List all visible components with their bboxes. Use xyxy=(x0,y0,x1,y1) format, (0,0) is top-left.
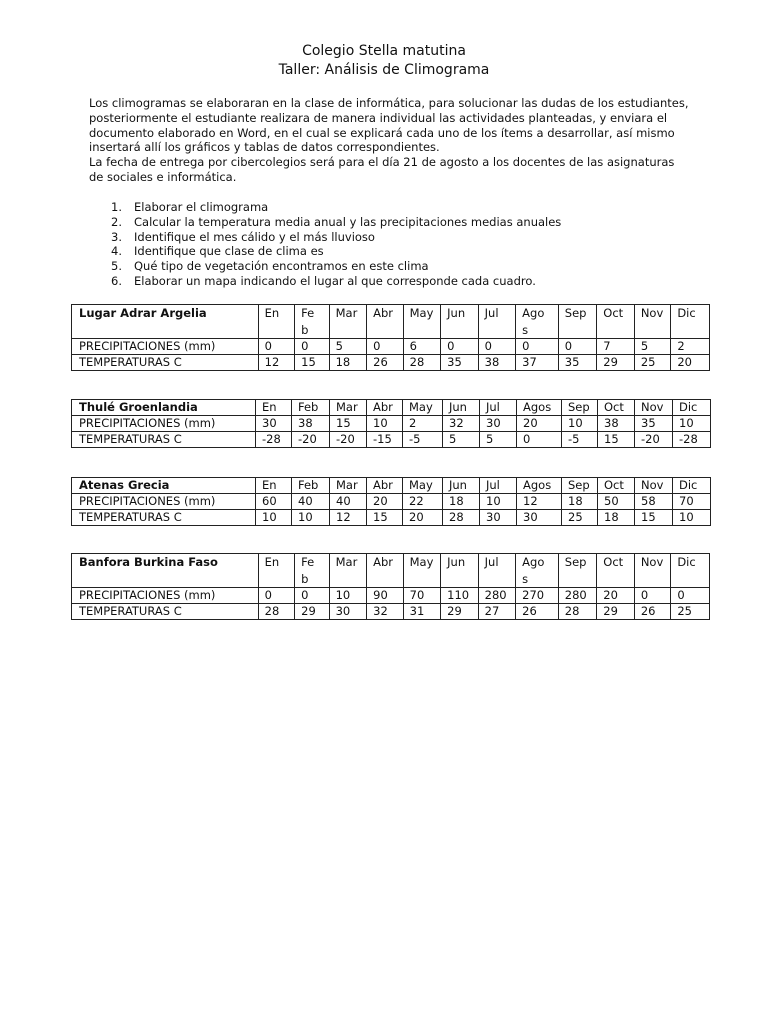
intro-paragraph-deadline: La fecha de entrega por cibercolegios será para el día 21 de agosto a los docentes de las asignaturas de sociales e informática. xyxy=(89,155,675,184)
month-cell: En xyxy=(256,478,292,494)
task-item xyxy=(111,274,561,289)
value-cell: 70 xyxy=(403,588,441,604)
temperature-label: TEMPERATURAS C xyxy=(72,510,256,526)
value-cell: 0 xyxy=(367,339,404,355)
value-cell: 22 xyxy=(403,494,443,510)
value-cell: 15 xyxy=(635,510,673,526)
value-cell: 26 xyxy=(367,355,404,371)
month-cell: Oct xyxy=(598,478,635,494)
value-cell: 29 xyxy=(295,604,329,620)
climate-table-thule xyxy=(71,399,711,448)
task-number: 4. xyxy=(111,244,122,259)
temperature-row xyxy=(72,355,710,371)
value-cell: 10 xyxy=(673,416,711,432)
value-cell: 30 xyxy=(480,510,517,526)
value-cell: 28 xyxy=(558,604,597,620)
value-cell: 70 xyxy=(673,494,711,510)
month-cell: May xyxy=(403,554,441,588)
value-cell: -28 xyxy=(256,432,292,448)
month-cell: Nov xyxy=(634,305,671,339)
value-cell: 0 xyxy=(671,588,710,604)
month-header-row xyxy=(72,554,710,588)
temperature-label: TEMPERATURAS C xyxy=(72,432,256,448)
month-cell: Nov xyxy=(634,554,671,588)
precipitation-row xyxy=(72,339,710,355)
task-number: 5. xyxy=(111,259,122,274)
month-cell: Fe b xyxy=(295,305,329,339)
value-cell: 15 xyxy=(295,355,329,371)
intro-text xyxy=(89,96,689,185)
month-cell: Sep xyxy=(558,554,597,588)
month-cell: May xyxy=(403,478,443,494)
location-name: Lugar Adrar Argelia xyxy=(72,305,259,339)
value-cell: 15 xyxy=(598,432,635,448)
value-cell: 30 xyxy=(517,510,562,526)
value-cell: 20 xyxy=(517,416,562,432)
task-item xyxy=(111,200,561,215)
month-header-row xyxy=(72,478,711,494)
value-cell: 0 xyxy=(258,339,295,355)
intro-paragraph: Los climogramas se elaboraran en la clase de informática, para solucionar las dudas de los estudiantes, posteriormente el estudiante realizara de manera individual las actividades planteadas, y enviara el documento elaborado en Word, en el cual se explicará cada uno de los ítems a desarrollar, así mismo insertará allí los gráficos y tablas de datos correspondientes. xyxy=(89,96,689,155)
month-cell: Mar xyxy=(330,400,367,416)
temperature-row xyxy=(72,604,710,620)
precipitation-label: PRECIPITACIONES (mm) xyxy=(72,416,256,432)
value-cell: 0 xyxy=(558,339,597,355)
value-cell: 20 xyxy=(671,355,710,371)
value-cell: 20 xyxy=(597,588,635,604)
value-cell: 2 xyxy=(403,416,443,432)
month-cell: Jun xyxy=(441,554,479,588)
value-cell: 40 xyxy=(330,494,367,510)
month-cell: Jul xyxy=(480,478,517,494)
value-cell: 5 xyxy=(443,432,480,448)
value-cell: 10 xyxy=(329,588,367,604)
month-cell: Jun xyxy=(443,478,480,494)
value-cell: 30 xyxy=(256,416,292,432)
month-cell: Sep xyxy=(562,478,598,494)
climate-table-atenas xyxy=(71,477,711,526)
value-cell: 12 xyxy=(517,494,562,510)
climate-table-banfora xyxy=(71,553,710,620)
value-cell: 5 xyxy=(480,432,517,448)
value-cell: 12 xyxy=(330,510,367,526)
task-number: 1. xyxy=(111,200,122,214)
value-cell: 32 xyxy=(443,416,480,432)
value-cell: 270 xyxy=(516,588,559,604)
month-cell: Ago s xyxy=(516,554,559,588)
month-cell: Mar xyxy=(329,305,367,339)
value-cell: 18 xyxy=(443,494,480,510)
value-cell: 0 xyxy=(441,339,479,355)
month-cell: Dic xyxy=(673,400,711,416)
task-number: 3. xyxy=(111,229,122,244)
precipitation-row xyxy=(72,416,711,432)
value-cell: 38 xyxy=(292,416,330,432)
value-cell: 35 xyxy=(558,355,597,371)
value-cell: 29 xyxy=(597,355,635,371)
precipitation-row xyxy=(72,588,710,604)
task-item xyxy=(111,244,561,259)
value-cell: 15 xyxy=(330,416,367,432)
month-cell: Mar xyxy=(330,478,367,494)
task-item xyxy=(111,259,561,274)
value-cell: 110 xyxy=(441,588,479,604)
value-cell: 0 xyxy=(516,339,559,355)
task-number: 2. xyxy=(111,214,122,229)
precipitation-label: PRECIPITACIONES (mm) xyxy=(72,588,259,604)
value-cell: -20 xyxy=(330,432,367,448)
value-cell: 10 xyxy=(367,416,403,432)
month-cell: Sep xyxy=(562,400,598,416)
precipitation-label: PRECIPITACIONES (mm) xyxy=(72,494,256,510)
month-cell: Jun xyxy=(441,305,479,339)
value-cell: 0 xyxy=(478,339,516,355)
month-cell: Mar xyxy=(329,554,367,588)
month-cell: Feb xyxy=(292,478,330,494)
month-cell: En xyxy=(258,554,295,588)
value-cell: 10 xyxy=(256,510,292,526)
task-list xyxy=(111,200,561,289)
value-cell: 10 xyxy=(292,510,330,526)
value-cell: 28 xyxy=(403,355,441,371)
value-cell: -28 xyxy=(673,432,711,448)
month-cell: Oct xyxy=(597,305,635,339)
month-cell: May xyxy=(403,400,443,416)
month-cell: En xyxy=(256,400,292,416)
value-cell: 5 xyxy=(634,339,671,355)
temperature-label: TEMPERATURAS C xyxy=(72,355,259,371)
month-cell: Abr xyxy=(367,478,403,494)
task-text: Qué tipo de vegetación encontramos en este clima xyxy=(134,259,429,274)
value-cell: -20 xyxy=(292,432,330,448)
value-cell: 35 xyxy=(441,355,479,371)
precipitation-label: PRECIPITACIONES (mm) xyxy=(72,339,259,355)
temperature-row xyxy=(72,510,711,526)
month-cell: Nov xyxy=(635,400,673,416)
task-text: Identifique el mes cálido y el más lluvioso xyxy=(134,229,375,244)
value-cell: 28 xyxy=(258,604,295,620)
month-cell: Dic xyxy=(671,554,710,588)
month-cell: Ago s xyxy=(516,305,559,339)
document-title: Taller: Análisis de Climograma xyxy=(278,62,490,78)
month-cell: Feb xyxy=(292,400,330,416)
value-cell: 5 xyxy=(329,339,367,355)
value-cell: 29 xyxy=(441,604,479,620)
school-name: Colegio Stella matutina xyxy=(302,43,466,59)
value-cell: 30 xyxy=(480,416,517,432)
value-cell: 7 xyxy=(597,339,635,355)
location-name: Thulé Groenlandia xyxy=(72,400,256,416)
temperature-row xyxy=(72,432,711,448)
value-cell: 0 xyxy=(634,588,671,604)
month-cell: Agos xyxy=(517,400,562,416)
value-cell: 50 xyxy=(598,494,635,510)
value-cell: 37 xyxy=(516,355,559,371)
month-cell: Abr xyxy=(367,554,404,588)
month-cell: May xyxy=(403,305,441,339)
value-cell: 30 xyxy=(329,604,367,620)
month-header-row xyxy=(72,400,711,416)
value-cell: 25 xyxy=(562,510,598,526)
value-cell: 25 xyxy=(634,355,671,371)
value-cell: 20 xyxy=(403,510,443,526)
value-cell: 10 xyxy=(673,510,711,526)
month-cell: Sep xyxy=(558,305,597,339)
task-text: Elaborar el climograma xyxy=(134,200,269,214)
month-cell: En xyxy=(258,305,295,339)
month-cell: Jun xyxy=(443,400,480,416)
month-cell: Nov xyxy=(635,478,673,494)
month-cell: Jul xyxy=(480,400,517,416)
value-cell: 26 xyxy=(634,604,671,620)
task-text: Calcular la temperatura media anual y las precipitaciones medias anuales xyxy=(134,214,562,229)
value-cell: 18 xyxy=(598,510,635,526)
value-cell: -15 xyxy=(367,432,403,448)
value-cell: 10 xyxy=(562,416,598,432)
value-cell: 31 xyxy=(403,604,441,620)
task-text: Identifique que clase de clima es xyxy=(134,244,324,259)
month-cell: Abr xyxy=(367,400,403,416)
document-header xyxy=(0,42,768,80)
value-cell: 280 xyxy=(558,588,597,604)
month-cell: Oct xyxy=(597,554,635,588)
month-cell: Jul xyxy=(478,554,516,588)
value-cell: 58 xyxy=(635,494,673,510)
value-cell: 32 xyxy=(367,604,404,620)
location-name: Atenas Grecia xyxy=(72,478,256,494)
value-cell: 26 xyxy=(516,604,559,620)
value-cell: 10 xyxy=(480,494,517,510)
value-cell: 0 xyxy=(258,588,295,604)
task-text: Elaborar un mapa indicando el lugar al que corresponde cada cuadro. xyxy=(134,273,536,288)
value-cell: 90 xyxy=(367,588,404,604)
value-cell: 0 xyxy=(517,432,562,448)
value-cell: 29 xyxy=(597,604,635,620)
month-cell: Dic xyxy=(671,305,710,339)
value-cell: 60 xyxy=(256,494,292,510)
value-cell: 40 xyxy=(292,494,330,510)
value-cell: 38 xyxy=(598,416,635,432)
value-cell: 12 xyxy=(258,355,295,371)
value-cell: 2 xyxy=(671,339,710,355)
month-cell: Dic xyxy=(673,478,711,494)
value-cell: 15 xyxy=(367,510,403,526)
task-number: 6. xyxy=(111,273,122,288)
value-cell: 38 xyxy=(478,355,516,371)
value-cell: 27 xyxy=(478,604,516,620)
month-cell: Abr xyxy=(367,305,404,339)
month-cell: Agos xyxy=(517,478,562,494)
value-cell: 25 xyxy=(671,604,710,620)
temperature-label: TEMPERATURAS C xyxy=(72,604,259,620)
value-cell: 18 xyxy=(562,494,598,510)
value-cell: 20 xyxy=(367,494,403,510)
precipitation-row xyxy=(72,494,711,510)
value-cell: 6 xyxy=(403,339,441,355)
month-cell: Fe b xyxy=(295,554,329,588)
value-cell: -5 xyxy=(562,432,598,448)
month-cell: Oct xyxy=(598,400,635,416)
value-cell: 0 xyxy=(295,339,329,355)
value-cell: -20 xyxy=(635,432,673,448)
task-item xyxy=(111,230,561,245)
value-cell: 280 xyxy=(478,588,516,604)
value-cell: 28 xyxy=(443,510,480,526)
value-cell: 0 xyxy=(295,588,329,604)
month-header-row xyxy=(72,305,710,339)
month-cell: Jul xyxy=(478,305,516,339)
climate-table-adrar xyxy=(71,304,710,371)
location-name: Banfora Burkina Faso xyxy=(72,554,259,588)
value-cell: -5 xyxy=(403,432,443,448)
value-cell: 18 xyxy=(329,355,367,371)
task-item xyxy=(111,215,561,230)
value-cell: 35 xyxy=(635,416,673,432)
